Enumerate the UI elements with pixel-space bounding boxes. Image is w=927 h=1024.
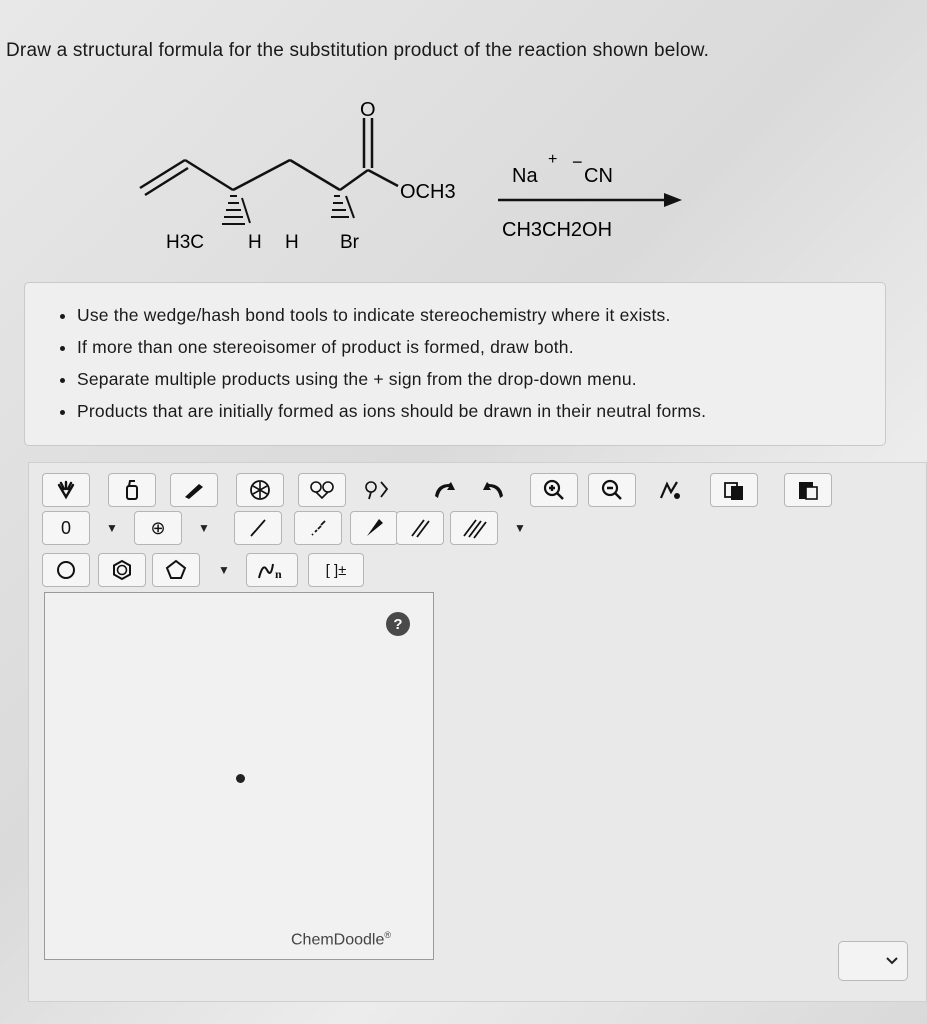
br-bond	[346, 196, 354, 218]
perspective-icon[interactable]	[352, 473, 400, 507]
bond-dropdown-icon[interactable]: ▼	[514, 521, 526, 535]
instruction-item: • Products that are initially formed as ions should be drawn in their neutral forms.	[77, 395, 875, 427]
template-tool-button[interactable]	[308, 553, 364, 587]
instruction-item: • Separate multiple products using the + sign from the drop-down menu.	[77, 363, 875, 395]
answer-select[interactable]	[838, 941, 908, 981]
canvas-cursor-dot	[236, 774, 245, 783]
erase-icon[interactable]	[108, 473, 156, 507]
solvent-label: CH3CH2OH	[502, 219, 613, 241]
hydrogen-left: H	[248, 232, 262, 253]
chevron-down-icon	[885, 956, 899, 966]
single-bond-icon[interactable]	[234, 511, 282, 545]
sodium-charge: +	[548, 151, 558, 168]
ring-center-icon[interactable]	[236, 473, 284, 507]
atom-tool-label: 0	[60, 517, 71, 538]
clear-icon[interactable]	[42, 473, 90, 507]
undo-icon[interactable]	[420, 473, 468, 507]
ring-dropdown-icon[interactable]: ▼	[218, 563, 230, 577]
h-bond-left	[242, 198, 250, 223]
sodium-label: Na	[512, 165, 538, 187]
cleanup-icon[interactable]	[298, 473, 346, 507]
reaction-diagram	[100, 88, 720, 263]
chain-tool-icon[interactable]	[246, 553, 298, 587]
redo-icon[interactable]	[470, 473, 518, 507]
query-icon[interactable]	[646, 473, 694, 507]
atom-tool-button[interactable]	[42, 511, 90, 545]
wedge-bond-icon[interactable]	[350, 511, 398, 545]
zoom-in-icon[interactable]	[530, 473, 578, 507]
cyclopentane-icon[interactable]	[152, 553, 200, 587]
carbonyl-oxygen: O	[360, 99, 376, 121]
instructions-box	[24, 282, 886, 446]
hydrogen-right: H	[285, 232, 299, 253]
paste-icon[interactable]	[784, 473, 832, 507]
cyanide-charge: −	[572, 152, 583, 172]
template-tool-label: [ ]±	[325, 561, 347, 579]
double-bond-icon[interactable]	[396, 511, 444, 545]
chain-bond-4	[340, 170, 368, 190]
methyl-label: H3C	[166, 232, 205, 253]
ester-bond	[368, 170, 398, 186]
copy-icon[interactable]	[710, 473, 758, 507]
lasso-icon[interactable]	[170, 473, 218, 507]
benzene-icon[interactable]	[98, 553, 146, 587]
brand-name: ChemDoodle	[291, 931, 385, 949]
question-text: Draw a structural formula for the substitution product of the reaction shown below.	[6, 40, 710, 61]
charge-dropdown-icon[interactable]: ▼	[198, 521, 210, 535]
triple-bond-icon[interactable]	[450, 511, 498, 545]
cyclohexane-icon[interactable]	[42, 553, 90, 587]
help-button[interactable]: ?	[386, 612, 410, 636]
cyanide-label: CN	[584, 165, 613, 187]
brand-label	[291, 930, 391, 949]
instruction-item: • If more than one stereoisomer of product is formed, draw both.	[77, 331, 875, 363]
charge-tool-label: ⊕	[150, 517, 166, 538]
instruction-item: • Use the wedge/hash bond tools to indicate stereochemistry where it exists.	[77, 299, 875, 331]
svg-text:n: n	[275, 567, 282, 581]
chain-bond-3	[290, 160, 340, 190]
chain-bond-1	[185, 160, 233, 190]
charge-tool-button[interactable]	[134, 511, 182, 545]
bromine-label: Br	[340, 232, 359, 253]
atom-dropdown-icon[interactable]: ▼	[106, 521, 118, 535]
brand-mark: ®	[384, 930, 392, 940]
chain-bond-2	[233, 160, 290, 190]
hash-bond-left	[222, 196, 245, 224]
hash-bond-icon[interactable]	[294, 511, 342, 545]
reaction-arrowhead	[664, 193, 682, 207]
zoom-out-icon[interactable]	[588, 473, 636, 507]
reaction-scheme	[100, 88, 720, 263]
ester-label: OCH3	[400, 181, 456, 203]
